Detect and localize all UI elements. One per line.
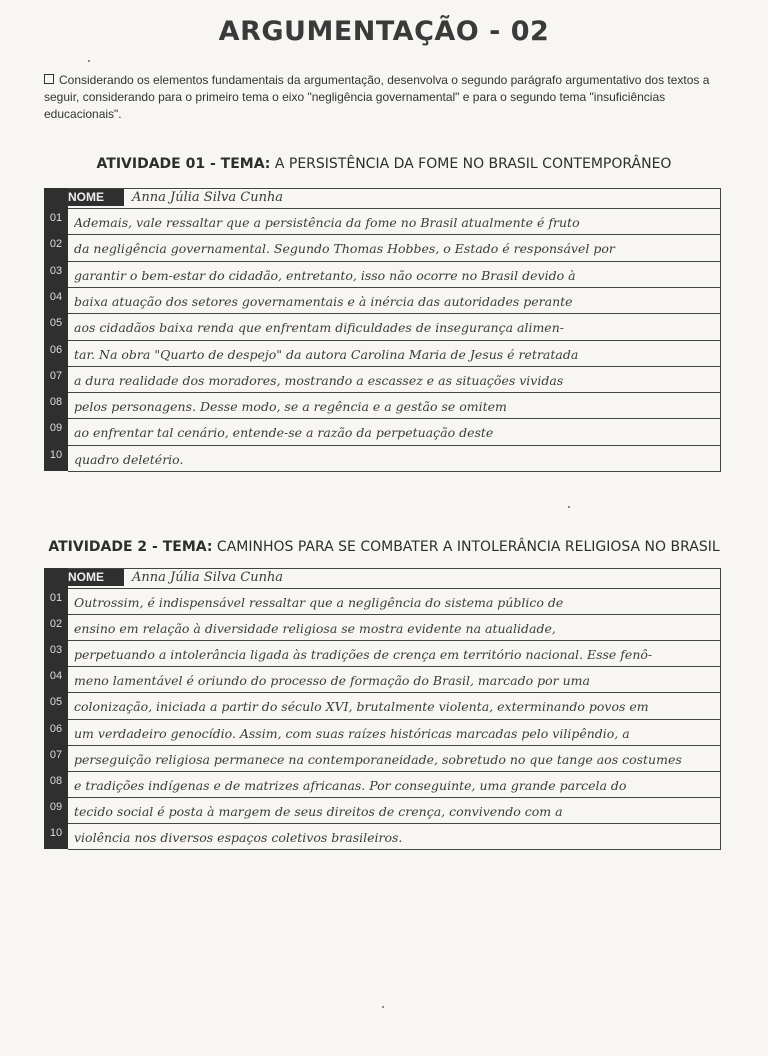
handwritten-line: garantir o bem-estar do cidadão, entretanto, isso não ocorre no Brasil devido à (74, 267, 576, 283)
activity-1-heading (0, 156, 768, 172)
handwritten-line: baixa atuação dos setores governamentais e à inércia das autoridades perante (74, 293, 573, 309)
handwritten-line: meno lamentável é oriundo do processo de formação do Brasil, marcado por uma (74, 673, 590, 689)
line-number: 09 (49, 422, 63, 435)
sheet-rule (68, 823, 721, 824)
line-number: 08 (49, 396, 63, 409)
sheet-rule (68, 745, 721, 746)
line-number: 04 (49, 670, 63, 683)
sheet-rule (68, 797, 721, 798)
student-name: Anna Júlia Silva Cunha (132, 190, 284, 205)
activity-2-theme: CAMINHOS PARA SE COMBATER A INTOLERÂNCIA RELIGIOSA NO BRASIL (216, 539, 720, 555)
line-number: 02 (49, 618, 63, 631)
handwritten-line: aos cidadãos baixa renda que enfrentam dificuldades de insegurança alimen- (74, 320, 564, 336)
sheet-rule (68, 261, 721, 262)
line-number: 03 (49, 644, 63, 657)
line-number: 10 (49, 826, 63, 839)
handwritten-line: a dura realidade dos moradores, mostrando a escassez e as situações vividas (74, 372, 564, 388)
sheet-rule (68, 392, 721, 393)
sheet-rule (68, 568, 721, 569)
line-number: 01 (49, 592, 63, 604)
handwritten-line: perseguição religiosa permanece na contemporaneidade, sobretudo no que tange aos costumes (74, 751, 682, 767)
activity-2-heading (0, 539, 768, 555)
sheet-rule (68, 692, 721, 693)
sheet-rule (68, 313, 721, 314)
sheet-rule (68, 234, 721, 235)
line-number: 06 (49, 722, 63, 735)
sheet-right-border (720, 188, 721, 471)
line-number: 01 (49, 212, 63, 224)
activity-1-answer-sheet (44, 188, 721, 471)
line-number: 08 (49, 774, 63, 787)
name-label: NOME (44, 568, 124, 586)
handwritten-line: ao enfrentar tal cenário, entende-se a razão da perpetuação deste (74, 425, 494, 441)
line-number: 04 (49, 290, 63, 303)
activity-1-label: ATIVIDADE 01 - TEMA: (96, 156, 271, 172)
instruction-text (44, 72, 744, 123)
student-name: Anna Júlia Silva Cunha (132, 570, 284, 585)
line-number: 09 (49, 800, 63, 813)
handwritten-line: ensino em relação à diversidade religiosa se mostra evidente na atualidade, (74, 621, 556, 637)
instruction-body: Considerando os elementos fundamentais da argumentação, desenvolva o segundo parágrafo argumentativo dos textos a seguir, considerando para o primeiro tema o eixo "negligência governamental" e para o segundo tema "insuficiências educacionais". (44, 73, 710, 121)
sheet-rule (68, 287, 721, 288)
paper-speck (382, 1006, 384, 1008)
handwritten-line: colonização, iniciada a partir do século XVI, brutalmente violenta, exterminando povos em (74, 699, 649, 715)
handwritten-line: tar. Na obra "Quarto de despejo" da autora Carolina Maria de Jesus é retratada (74, 346, 579, 362)
page-title: ARGUMENTAÇÃO - 02 (218, 16, 550, 47)
sheet-rule (68, 640, 721, 641)
sheet-rule (68, 445, 721, 446)
sheet-rule (68, 471, 721, 472)
handwritten-line: Ademais, vale ressaltar que a persistência da fome no Brasil atualmente é fruto (74, 215, 580, 230)
sheet-rule (68, 719, 721, 720)
line-number: 05 (49, 317, 63, 330)
handwritten-line: violência nos diversos espaços coletivos brasileiros. (74, 829, 403, 845)
line-number: 07 (49, 748, 63, 761)
line-number: 05 (49, 696, 63, 709)
handwritten-line: quadro deletério. (74, 451, 184, 467)
sheet-rule (68, 588, 721, 589)
paper-speck (88, 60, 90, 62)
sheet-rule (68, 614, 721, 615)
sheet-rule (68, 771, 721, 772)
activity-2-answer-sheet (44, 568, 721, 849)
line-number: 06 (49, 343, 63, 356)
sheet-rule (68, 666, 721, 667)
handwritten-line: um verdadeiro genocídio. Assim, com suas raízes históricas marcadas pelo vilipêndio, a (74, 725, 630, 741)
paper-speck (568, 506, 570, 508)
handwritten-line: pelos personagens. Desse modo, se a regência e a gestão se omitem (74, 399, 507, 415)
sheet-rule (68, 208, 721, 209)
handwritten-line: perpetuando a intolerância ligada às tradições de crença em território nacional. Esse fenô- (74, 647, 653, 663)
handwritten-line: e tradições indígenas e de matrizes africanas. Por conseguinte, uma grande parcela do (74, 777, 627, 793)
activity-1-theme: A PERSISTÊNCIA DA FOME NO BRASIL CONTEMPORÂNEO (274, 156, 672, 172)
handwritten-line: Outrossim, é indispensável ressaltar que a negligência do sistema público de (74, 595, 564, 610)
handwritten-line: da negligência governamental. Segundo Thomas Hobbes, o Estado é responsável por (74, 241, 615, 257)
line-number: 07 (49, 369, 63, 382)
sheet-rule (68, 849, 721, 850)
sheet-rule (68, 366, 721, 367)
checkbox-icon (44, 74, 54, 84)
sheet-rule (68, 340, 721, 341)
sheet-rule (68, 188, 721, 189)
line-number: 10 (49, 448, 63, 461)
sheet-rule (68, 418, 721, 419)
activity-2-label: ATIVIDADE 2 - TEMA: (48, 539, 213, 555)
name-label: NOME (44, 188, 124, 206)
line-number: 02 (49, 238, 63, 251)
handwritten-line: tecido social é posta à margem de seus direitos de crença, convivendo com a (74, 803, 563, 819)
sheet-right-border (720, 568, 721, 849)
line-number: 03 (49, 264, 63, 277)
